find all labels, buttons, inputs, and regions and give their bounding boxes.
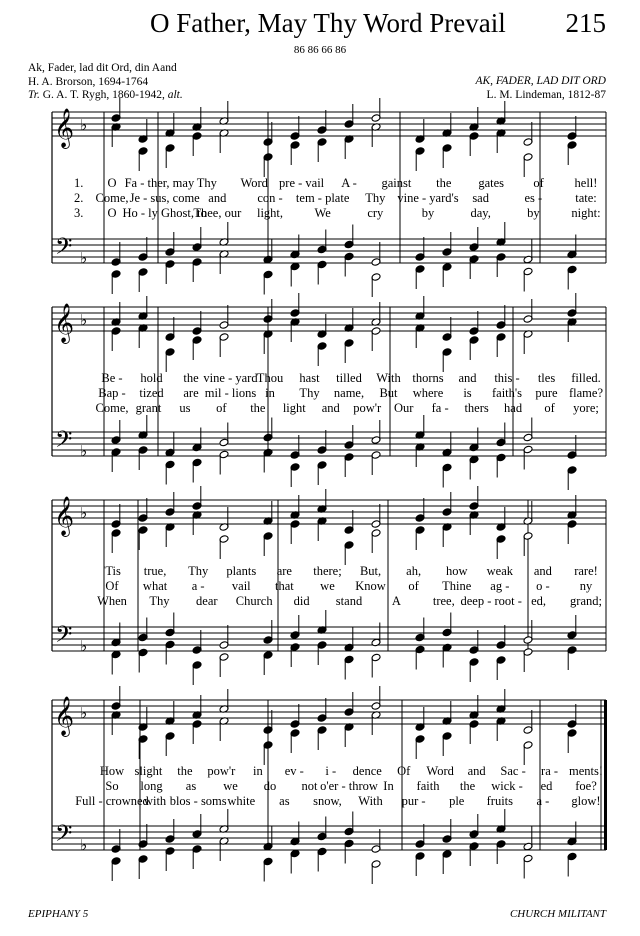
translator-name: G. A. T. Rygh, 1860-1942, [39, 89, 168, 101]
lyric-syllable: Thee, our [193, 206, 242, 220]
hymn-title: O Father, May Thy Word Prevail [150, 8, 506, 38]
treble-clef: 𝄞 [54, 496, 75, 536]
translator-alt: alt. [167, 89, 183, 101]
key-signature-flat: ♭ [80, 442, 88, 460]
meter: 86 86 66 86 [293, 44, 347, 56]
lyric-syllable: Our [393, 401, 414, 415]
lyric-syllable: gates [478, 176, 505, 190]
lyric-syllable: Know [355, 579, 386, 593]
translator-prefix: Tr. [28, 89, 40, 101]
lyric-syllable: and [321, 401, 340, 415]
lyric-syllable: Thy [299, 386, 320, 400]
lyric-syllable: as [185, 779, 197, 793]
lyric-syllable: and [467, 764, 486, 778]
lyric-syllable: Je - sus, come [129, 191, 200, 205]
lyric-syllable: mil - lions [204, 386, 257, 400]
key-signature-flat: ♭ [80, 116, 88, 134]
key-signature-flat: ♭ [80, 249, 88, 267]
lyric-syllable: of [544, 401, 555, 415]
lyric-syllable: is [463, 386, 472, 400]
lyric-syllable: foe? [575, 779, 597, 793]
lyric-syllable: ple [449, 794, 465, 808]
lyric-syllable: ra - [541, 764, 559, 778]
lyric-syllable: Thy [149, 594, 170, 608]
lyric-syllable: ag - [490, 579, 510, 593]
lyric-syllable: we [320, 579, 335, 593]
hymn-number: 215 [565, 8, 606, 38]
lyric-syllable: blos - soms [169, 794, 227, 808]
lyric-syllable: fa - [431, 401, 449, 415]
lyric-syllable: fruits [486, 794, 514, 808]
treble-clef: 𝄞 [54, 696, 75, 736]
lyric-syllable: faith [416, 779, 440, 793]
lyric-syllable: cry [367, 206, 384, 220]
verse-number: 1. [74, 176, 84, 190]
lyric-syllable: A [391, 594, 401, 608]
lyric-syllable: the [177, 764, 193, 778]
lyric-syllable: a - [536, 794, 550, 808]
lyric-syllable: by [421, 206, 435, 220]
lyric-syllable: night: [571, 206, 601, 220]
lyric-syllable: tate: [575, 191, 597, 205]
lyric-syllable: gainst [381, 176, 412, 190]
lyric-syllable: pre - vail [279, 176, 325, 190]
lyric-syllable: O [107, 176, 117, 190]
lyric-syllable: how [445, 564, 468, 578]
lyric-syllable: Fa - ther, may [124, 176, 195, 190]
lyric-syllable: name, [333, 386, 365, 400]
lyric-syllable: did [293, 594, 310, 608]
lyric-syllable: weak [486, 564, 513, 578]
bass-clef: 𝄢 [55, 427, 73, 458]
key-signature-flat: ♭ [80, 637, 88, 655]
lyric-syllable: had [504, 401, 523, 415]
key-signature-flat: ♭ [80, 311, 88, 329]
lyric-syllable: ed [540, 779, 553, 793]
lyric-syllable: dence [352, 764, 382, 778]
lyric-syllable: flame? [568, 386, 604, 400]
lyric-syllable: Come, [95, 401, 129, 415]
lyric-syllable: es - [524, 191, 543, 205]
lyric-syllable: Thy [196, 176, 217, 190]
text-original-title: Ak, Fader, lad dit Ord, din Aand [28, 62, 177, 74]
lyric-syllable: o - [536, 579, 550, 593]
lyric-syllable: pure [535, 386, 558, 400]
lyric-syllable: Thine [442, 579, 472, 593]
lyric-syllable: tles [537, 371, 556, 385]
lyric-syllable: plants [226, 564, 257, 578]
text-author: H. A. Brorson, 1694-1764 [28, 75, 149, 88]
lyric-syllable: the [183, 371, 199, 385]
lyric-syllable: filled. [571, 371, 601, 385]
lyric-syllable: vail [231, 579, 251, 593]
lyric-syllable: ments! [568, 764, 604, 778]
lyric-syllable: and [533, 564, 552, 578]
lyric-syllable: of [216, 401, 227, 415]
lyric-syllable: yore; [573, 401, 599, 415]
lyric-syllable: ah, [406, 564, 422, 578]
lyric-syllable: We [314, 206, 331, 220]
lyric-syllable: and [458, 371, 477, 385]
treble-clef: 𝄞 [54, 303, 75, 343]
lyric-syllable: not [301, 779, 318, 793]
lyric-syllable: by [527, 206, 540, 220]
lyric-syllable: snow, [313, 794, 342, 808]
lyric-syllable: with [143, 794, 167, 808]
lyric-syllable: thorns [412, 371, 444, 385]
lyric-syllable: Word [240, 176, 268, 190]
lyric-syllable: pow'r [353, 401, 382, 415]
lyric-syllable: Ho - ly Ghost, to [122, 206, 207, 220]
lyric-syllable: there; [313, 564, 342, 578]
lyric-syllable: stand [335, 594, 363, 608]
lyric-syllable: i - [325, 764, 337, 778]
composer: L. M. Lindeman, 1812-87 [486, 88, 606, 101]
lyric-syllable: true, [143, 564, 167, 578]
lyric-syllable: How [99, 764, 125, 778]
lyric-syllable: Bap - [98, 386, 126, 400]
lyric-syllable: Full - crowned [75, 794, 149, 808]
key-signature-flat: ♭ [80, 504, 88, 522]
lyric-syllable: ny [579, 579, 593, 593]
lyric-syllable: faith's [491, 386, 523, 400]
lyric-syllable: When [97, 594, 127, 608]
lyric-syllable: With [376, 371, 401, 385]
lyric-syllable: tem - plate [295, 191, 350, 205]
footer-category: CHURCH MILITANT [509, 908, 606, 920]
lyric-syllable: glow! [571, 794, 601, 808]
lyric-syllable: light [282, 401, 306, 415]
lyric-syllable: deep - root - [460, 594, 522, 608]
lyric-syllable: 'Tis [103, 564, 121, 578]
lyric-syllable: day, [470, 206, 491, 220]
lyric-syllable: white [227, 794, 256, 808]
bass-clef: 𝄢 [55, 234, 73, 265]
lyric-syllable: vine - yard's [397, 191, 459, 205]
lyric-syllable: and [208, 191, 227, 205]
lyric-syllable: we [223, 779, 238, 793]
final-barline-thick [604, 700, 607, 850]
lyric-syllable: pow'r [207, 764, 236, 778]
verse-number: 3. [74, 206, 84, 220]
verse-number: 2. [74, 191, 84, 205]
lyric-syllable: o'er - throw [320, 779, 378, 793]
lyric-syllable: hast [299, 371, 320, 385]
lyric-syllable: Of [397, 764, 411, 778]
lyric-syllable: us [179, 401, 191, 415]
lyric-syllable: this - [494, 371, 520, 385]
lyric-syllable: Church [235, 594, 273, 608]
lyric-syllable: con - [257, 191, 283, 205]
lyric-syllable: tree, [432, 594, 455, 608]
lyric-syllable: So [105, 779, 119, 793]
lyric-syllable: where [412, 386, 444, 400]
lyric-syllable: thers [464, 401, 489, 415]
lyric-syllable: Word [426, 764, 454, 778]
lyric-syllable: the [436, 176, 452, 190]
lyric-syllable: of [533, 176, 544, 190]
lyric-syllable: sad [472, 191, 489, 205]
lyric-syllable: do [263, 779, 277, 793]
lyric-syllable: A - [341, 176, 357, 190]
bass-clef: 𝄢 [55, 821, 73, 852]
lyric-syllable: But, [359, 564, 382, 578]
lyric-syllable: light, [256, 206, 284, 220]
lyric-syllable: dear [196, 594, 218, 608]
lyric-syllable: hell! [574, 176, 598, 190]
lyric-syllable: O [107, 206, 117, 220]
lyric-syllable: grand; [570, 594, 602, 608]
footer-season: EPIPHANY 5 [28, 908, 89, 920]
lyric-syllable: long [140, 779, 163, 793]
lyric-syllable: a - [191, 579, 205, 593]
lyric-syllable: Thou [256, 371, 284, 385]
lyric-syllable: wick - [491, 779, 523, 793]
lyric-syllable: in [252, 764, 263, 778]
lyric-syllable: Thy [365, 191, 386, 205]
lyric-syllable: that [274, 579, 294, 593]
lyric-syllable: vine - yard [203, 371, 258, 385]
lyric-syllable: slight [134, 764, 163, 778]
lyric-syllable: are [183, 386, 199, 400]
treble-clef: 𝄞 [54, 108, 75, 148]
lyric-syllable: hold [140, 371, 163, 385]
lyric-syllable: what [142, 579, 168, 593]
lyric-syllable: But [379, 386, 398, 400]
tune-name: AK, FADER, LAD DIT ORD [475, 75, 606, 87]
lyric-syllable: grant [135, 401, 162, 415]
lyric-syllable: in [265, 386, 275, 400]
lyric-syllable: Thy [188, 564, 209, 578]
lyric-syllable: tilled [336, 371, 362, 385]
key-signature-flat: ♭ [80, 704, 88, 722]
lyric-syllable: In [383, 779, 394, 793]
lyric-syllable: Be - [101, 371, 123, 385]
lyric-syllable: Sac - [500, 764, 526, 778]
lyric-syllable: the [459, 779, 476, 793]
lyric-syllable: rare! [574, 564, 598, 578]
lyric-syllable: Come, [95, 191, 129, 205]
key-signature-flat: ♭ [80, 836, 88, 854]
lyric-syllable: of [408, 579, 419, 593]
lyric-syllable: With [358, 794, 383, 808]
lyric-syllable: pur - [401, 794, 426, 808]
lyric-syllable: as [279, 794, 290, 808]
lyric-syllable: tized [139, 386, 164, 400]
bass-clef: 𝄢 [55, 622, 73, 653]
lyric-syllable: ed, [531, 594, 547, 608]
lyric-syllable: the [250, 401, 266, 415]
lyric-syllable: Of [105, 579, 119, 593]
lyric-syllable: ev - [284, 764, 304, 778]
lyric-syllable: are [276, 564, 292, 578]
